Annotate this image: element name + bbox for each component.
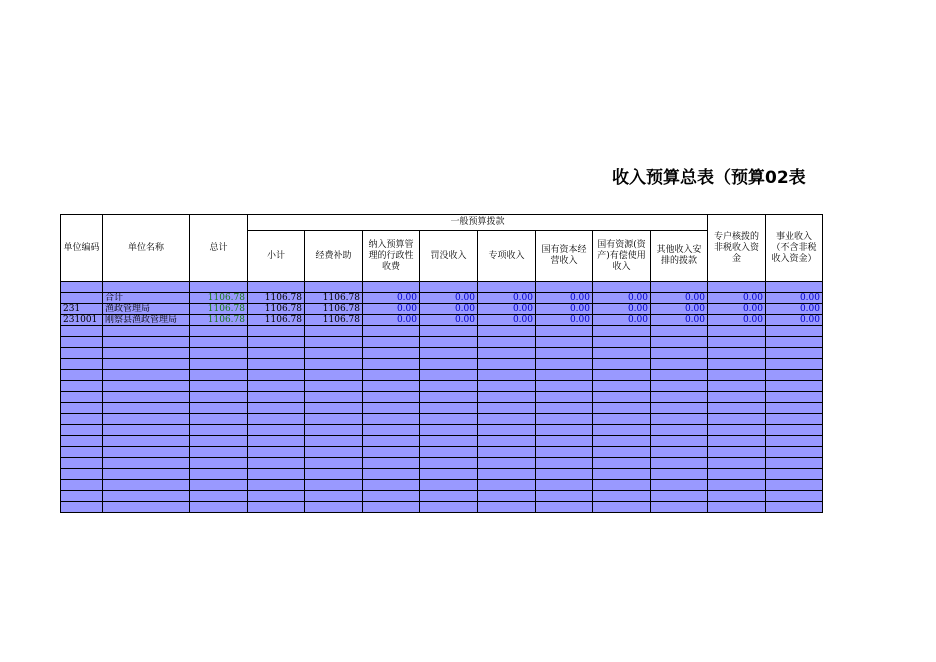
empty-cell <box>305 480 363 491</box>
header-special-income: 专项收入 <box>478 231 536 282</box>
empty-row <box>61 480 823 491</box>
empty-cell <box>766 480 823 491</box>
empty-row <box>61 414 823 425</box>
empty-cell <box>420 436 478 447</box>
empty-cell <box>190 381 248 392</box>
empty-cell <box>248 491 305 502</box>
empty-cell <box>708 480 766 491</box>
empty-cell <box>708 458 766 469</box>
empty-cell <box>651 436 708 447</box>
empty-cell <box>593 403 651 414</box>
spacer-row <box>61 282 823 293</box>
header-other-income: 其他收入安排的拨款 <box>651 231 708 282</box>
empty-cell <box>536 502 593 513</box>
empty-cell <box>103 370 190 381</box>
cell-value: 0.00 <box>651 304 708 315</box>
empty-cell <box>708 414 766 425</box>
empty-cell <box>61 359 103 370</box>
budget-table <box>60 214 823 513</box>
cell-value: 1106.78 <box>305 304 363 315</box>
empty-cell <box>708 491 766 502</box>
empty-cell <box>708 502 766 513</box>
empty-cell <box>363 337 420 348</box>
empty-cell <box>248 469 305 480</box>
cell-value: 1106.78 <box>305 315 363 326</box>
empty-cell <box>103 359 190 370</box>
empty-cell <box>593 480 651 491</box>
empty-cell <box>305 370 363 381</box>
header-special-nontax: 专户核拨的非税收入资金 <box>708 215 766 282</box>
cell-value: 0.00 <box>478 304 536 315</box>
empty-cell <box>363 436 420 447</box>
empty-cell <box>363 370 420 381</box>
empty-cell <box>363 403 420 414</box>
empty-cell <box>536 370 593 381</box>
empty-cell <box>593 337 651 348</box>
cell-value: 1106.78 <box>248 293 305 304</box>
empty-cell <box>593 436 651 447</box>
empty-cell <box>651 326 708 337</box>
empty-cell <box>420 326 478 337</box>
cell-code <box>61 293 103 304</box>
empty-cell <box>766 326 823 337</box>
empty-cell <box>420 359 478 370</box>
empty-cell <box>363 447 420 458</box>
empty-cell <box>766 370 823 381</box>
cell-name: 渔政管理局 <box>103 304 190 315</box>
empty-cell <box>651 491 708 502</box>
empty-cell <box>103 469 190 480</box>
empty-cell <box>305 392 363 403</box>
empty-cell <box>190 414 248 425</box>
cell-name: 刚察县渔政管理局 <box>103 315 190 326</box>
empty-cell <box>536 348 593 359</box>
empty-cell <box>478 469 536 480</box>
cell-value: 0.00 <box>363 304 420 315</box>
empty-cell <box>420 425 478 436</box>
empty-cell <box>305 469 363 480</box>
empty-cell <box>248 348 305 359</box>
empty-cell <box>651 348 708 359</box>
cell-value: 1106.78 <box>305 293 363 304</box>
empty-cell <box>651 381 708 392</box>
header-business-income: 事业收入（不含非税收入资金） <box>766 215 823 282</box>
empty-cell <box>766 348 823 359</box>
empty-cell <box>61 326 103 337</box>
empty-cell <box>103 491 190 502</box>
cell-value: 0.00 <box>593 293 651 304</box>
empty-cell <box>708 436 766 447</box>
empty-cell <box>651 414 708 425</box>
empty-cell <box>536 425 593 436</box>
empty-cell <box>420 370 478 381</box>
empty-cell <box>103 414 190 425</box>
empty-cell <box>363 458 420 469</box>
table-row <box>61 304 823 315</box>
empty-cell <box>103 392 190 403</box>
empty-cell <box>478 447 536 458</box>
empty-cell <box>305 447 363 458</box>
empty-cell <box>363 502 420 513</box>
empty-row <box>61 381 823 392</box>
header-state-capital: 国有资本经营收入 <box>536 231 593 282</box>
empty-cell <box>420 403 478 414</box>
empty-cell <box>61 414 103 425</box>
empty-cell <box>363 359 420 370</box>
table-row <box>61 315 823 326</box>
empty-cell <box>248 480 305 491</box>
cell-value: 0.00 <box>593 304 651 315</box>
cell-total: 1106.78 <box>190 315 248 326</box>
empty-cell <box>478 381 536 392</box>
empty-cell <box>363 348 420 359</box>
empty-cell <box>190 370 248 381</box>
empty-cell <box>536 326 593 337</box>
empty-cell <box>248 447 305 458</box>
empty-cell <box>420 458 478 469</box>
empty-cell <box>248 326 305 337</box>
empty-cell <box>478 337 536 348</box>
empty-row <box>61 469 823 480</box>
empty-row <box>61 502 823 513</box>
empty-cell <box>651 480 708 491</box>
empty-cell <box>651 403 708 414</box>
empty-cell <box>766 502 823 513</box>
cell-value: 1106.78 <box>248 315 305 326</box>
cell-value: 0.00 <box>536 315 593 326</box>
empty-cell <box>766 381 823 392</box>
empty-cell <box>103 458 190 469</box>
empty-cell <box>103 381 190 392</box>
empty-cell <box>363 381 420 392</box>
empty-row <box>61 326 823 337</box>
empty-cell <box>61 447 103 458</box>
cell-value: 0.00 <box>363 293 420 304</box>
empty-cell <box>305 414 363 425</box>
empty-cell <box>766 392 823 403</box>
empty-cell <box>708 392 766 403</box>
empty-cell <box>708 348 766 359</box>
empty-cell <box>593 469 651 480</box>
cell-name: 合计 <box>103 293 190 304</box>
empty-cell <box>190 425 248 436</box>
empty-cell <box>61 458 103 469</box>
empty-cell <box>420 447 478 458</box>
empty-cell <box>708 326 766 337</box>
empty-cell <box>766 425 823 436</box>
empty-cell <box>61 425 103 436</box>
empty-cell <box>766 469 823 480</box>
empty-cell <box>478 348 536 359</box>
empty-cell <box>363 491 420 502</box>
empty-cell <box>305 359 363 370</box>
empty-cell <box>248 502 305 513</box>
cell-code: 231 <box>61 304 103 315</box>
empty-cell <box>593 425 651 436</box>
empty-cell <box>420 414 478 425</box>
empty-cell <box>536 414 593 425</box>
table-row <box>61 293 823 304</box>
empty-row <box>61 337 823 348</box>
empty-cell <box>248 359 305 370</box>
empty-cell <box>766 337 823 348</box>
empty-cell <box>766 414 823 425</box>
empty-cell <box>61 491 103 502</box>
empty-cell <box>248 370 305 381</box>
table-title: 收入预算总表（预算02表 <box>612 168 806 188</box>
empty-row <box>61 436 823 447</box>
empty-cell <box>536 469 593 480</box>
empty-cell <box>61 403 103 414</box>
cell-value: 0.00 <box>363 315 420 326</box>
cell-value: 0.00 <box>708 304 766 315</box>
empty-cell <box>420 480 478 491</box>
empty-cell <box>190 491 248 502</box>
empty-row <box>61 370 823 381</box>
cell-code: 231001 <box>61 315 103 326</box>
empty-cell <box>190 502 248 513</box>
empty-cell <box>708 381 766 392</box>
empty-cell <box>651 502 708 513</box>
empty-cell <box>363 469 420 480</box>
empty-cell <box>103 502 190 513</box>
empty-cell <box>478 359 536 370</box>
cell-value: 0.00 <box>420 293 478 304</box>
empty-row <box>61 348 823 359</box>
empty-cell <box>61 502 103 513</box>
empty-cell <box>478 480 536 491</box>
empty-cell <box>651 458 708 469</box>
empty-cell <box>766 491 823 502</box>
empty-cell <box>190 469 248 480</box>
empty-cell <box>190 403 248 414</box>
empty-cell <box>593 392 651 403</box>
empty-cell <box>593 348 651 359</box>
empty-cell <box>305 458 363 469</box>
empty-cell <box>651 370 708 381</box>
header-funding-subsidy: 经费补助 <box>305 231 363 282</box>
cell-value: 0.00 <box>478 315 536 326</box>
empty-row <box>61 392 823 403</box>
empty-cell <box>593 370 651 381</box>
cell-total: 1106.78 <box>190 304 248 315</box>
empty-cell <box>305 425 363 436</box>
header-code: 单位编码 <box>61 215 103 282</box>
empty-cell <box>61 381 103 392</box>
empty-cell <box>420 491 478 502</box>
empty-cell <box>103 447 190 458</box>
header-admin-fees: 纳入预算管理的行政性收费 <box>363 231 420 282</box>
empty-cell <box>61 469 103 480</box>
empty-cell <box>103 326 190 337</box>
empty-cell <box>61 337 103 348</box>
empty-cell <box>478 370 536 381</box>
empty-cell <box>305 337 363 348</box>
empty-cell <box>363 392 420 403</box>
empty-row <box>61 458 823 469</box>
empty-cell <box>420 381 478 392</box>
empty-cell <box>478 403 536 414</box>
cell-value: 0.00 <box>420 304 478 315</box>
empty-cell <box>61 392 103 403</box>
empty-cell <box>708 359 766 370</box>
cell-value: 0.00 <box>766 304 823 315</box>
empty-cell <box>536 392 593 403</box>
empty-cell <box>708 425 766 436</box>
empty-cell <box>248 381 305 392</box>
empty-cell <box>536 480 593 491</box>
cell-value: 0.00 <box>536 293 593 304</box>
empty-cell <box>61 348 103 359</box>
empty-cell <box>536 436 593 447</box>
empty-cell <box>593 491 651 502</box>
cell-value: 1106.78 <box>248 304 305 315</box>
empty-row <box>61 491 823 502</box>
empty-cell <box>651 469 708 480</box>
empty-cell <box>103 436 190 447</box>
empty-cell <box>536 447 593 458</box>
empty-cell <box>190 458 248 469</box>
empty-cell <box>190 359 248 370</box>
empty-cell <box>103 348 190 359</box>
empty-cell <box>478 326 536 337</box>
empty-cell <box>766 458 823 469</box>
empty-cell <box>478 425 536 436</box>
empty-cell <box>593 502 651 513</box>
empty-cell <box>61 370 103 381</box>
empty-cell <box>651 392 708 403</box>
cell-total: 1106.78 <box>190 293 248 304</box>
cell-value: 0.00 <box>766 293 823 304</box>
empty-cell <box>536 403 593 414</box>
empty-cell <box>103 337 190 348</box>
empty-cell <box>766 436 823 447</box>
empty-cell <box>536 337 593 348</box>
empty-cell <box>248 458 305 469</box>
header-subtotal: 小计 <box>248 231 305 282</box>
empty-cell <box>305 491 363 502</box>
empty-cell <box>248 414 305 425</box>
empty-cell <box>708 403 766 414</box>
empty-row <box>61 447 823 458</box>
empty-cell <box>420 337 478 348</box>
header-fines: 罚没收入 <box>420 231 478 282</box>
empty-cell <box>248 436 305 447</box>
empty-cell <box>363 425 420 436</box>
empty-row <box>61 403 823 414</box>
empty-cell <box>420 392 478 403</box>
cell-value: 0.00 <box>593 315 651 326</box>
empty-cell <box>305 348 363 359</box>
empty-cell <box>103 403 190 414</box>
empty-cell <box>708 469 766 480</box>
empty-cell <box>420 502 478 513</box>
empty-cell <box>766 359 823 370</box>
header-total: 总计 <box>190 215 248 282</box>
empty-cell <box>478 414 536 425</box>
empty-cell <box>190 392 248 403</box>
cell-value: 0.00 <box>708 315 766 326</box>
empty-cell <box>61 480 103 491</box>
empty-cell <box>593 414 651 425</box>
empty-cell <box>305 381 363 392</box>
cell-value: 0.00 <box>478 293 536 304</box>
empty-cell <box>363 480 420 491</box>
empty-row <box>61 359 823 370</box>
empty-cell <box>248 337 305 348</box>
empty-cell <box>708 337 766 348</box>
empty-cell <box>190 348 248 359</box>
empty-cell <box>190 480 248 491</box>
empty-cell <box>593 458 651 469</box>
empty-cell <box>478 392 536 403</box>
empty-cell <box>248 403 305 414</box>
empty-cell <box>190 337 248 348</box>
empty-cell <box>61 436 103 447</box>
cell-value: 0.00 <box>766 315 823 326</box>
empty-cell <box>420 348 478 359</box>
empty-cell <box>536 491 593 502</box>
empty-cell <box>651 337 708 348</box>
empty-cell <box>536 381 593 392</box>
empty-cell <box>536 359 593 370</box>
empty-cell <box>478 502 536 513</box>
empty-cell <box>593 447 651 458</box>
empty-cell <box>593 359 651 370</box>
empty-cell <box>305 502 363 513</box>
cell-value: 0.00 <box>708 293 766 304</box>
empty-cell <box>248 425 305 436</box>
cell-value: 0.00 <box>651 315 708 326</box>
empty-cell <box>363 326 420 337</box>
empty-cell <box>766 447 823 458</box>
empty-cell <box>305 436 363 447</box>
empty-cell <box>651 359 708 370</box>
empty-row <box>61 425 823 436</box>
empty-cell <box>708 447 766 458</box>
empty-cell <box>363 414 420 425</box>
empty-cell <box>305 326 363 337</box>
header-name: 单位名称 <box>103 215 190 282</box>
empty-cell <box>708 370 766 381</box>
empty-cell <box>651 447 708 458</box>
empty-cell <box>651 425 708 436</box>
empty-cell <box>420 469 478 480</box>
empty-cell <box>593 326 651 337</box>
empty-cell <box>478 436 536 447</box>
empty-cell <box>248 392 305 403</box>
empty-cell <box>190 436 248 447</box>
empty-cell <box>766 403 823 414</box>
cell-value: 0.00 <box>651 293 708 304</box>
cell-value: 0.00 <box>420 315 478 326</box>
table-body <box>61 282 823 513</box>
empty-cell <box>103 425 190 436</box>
empty-cell <box>536 458 593 469</box>
empty-cell <box>593 381 651 392</box>
header-state-resources: 国有资源(资产)有偿使用收入 <box>593 231 651 282</box>
empty-cell <box>478 491 536 502</box>
empty-cell <box>305 403 363 414</box>
empty-cell <box>190 326 248 337</box>
empty-cell <box>103 480 190 491</box>
header-general-group: 一般预算拨款 <box>248 215 708 231</box>
empty-cell <box>190 447 248 458</box>
empty-cell <box>478 458 536 469</box>
cell-value: 0.00 <box>536 304 593 315</box>
